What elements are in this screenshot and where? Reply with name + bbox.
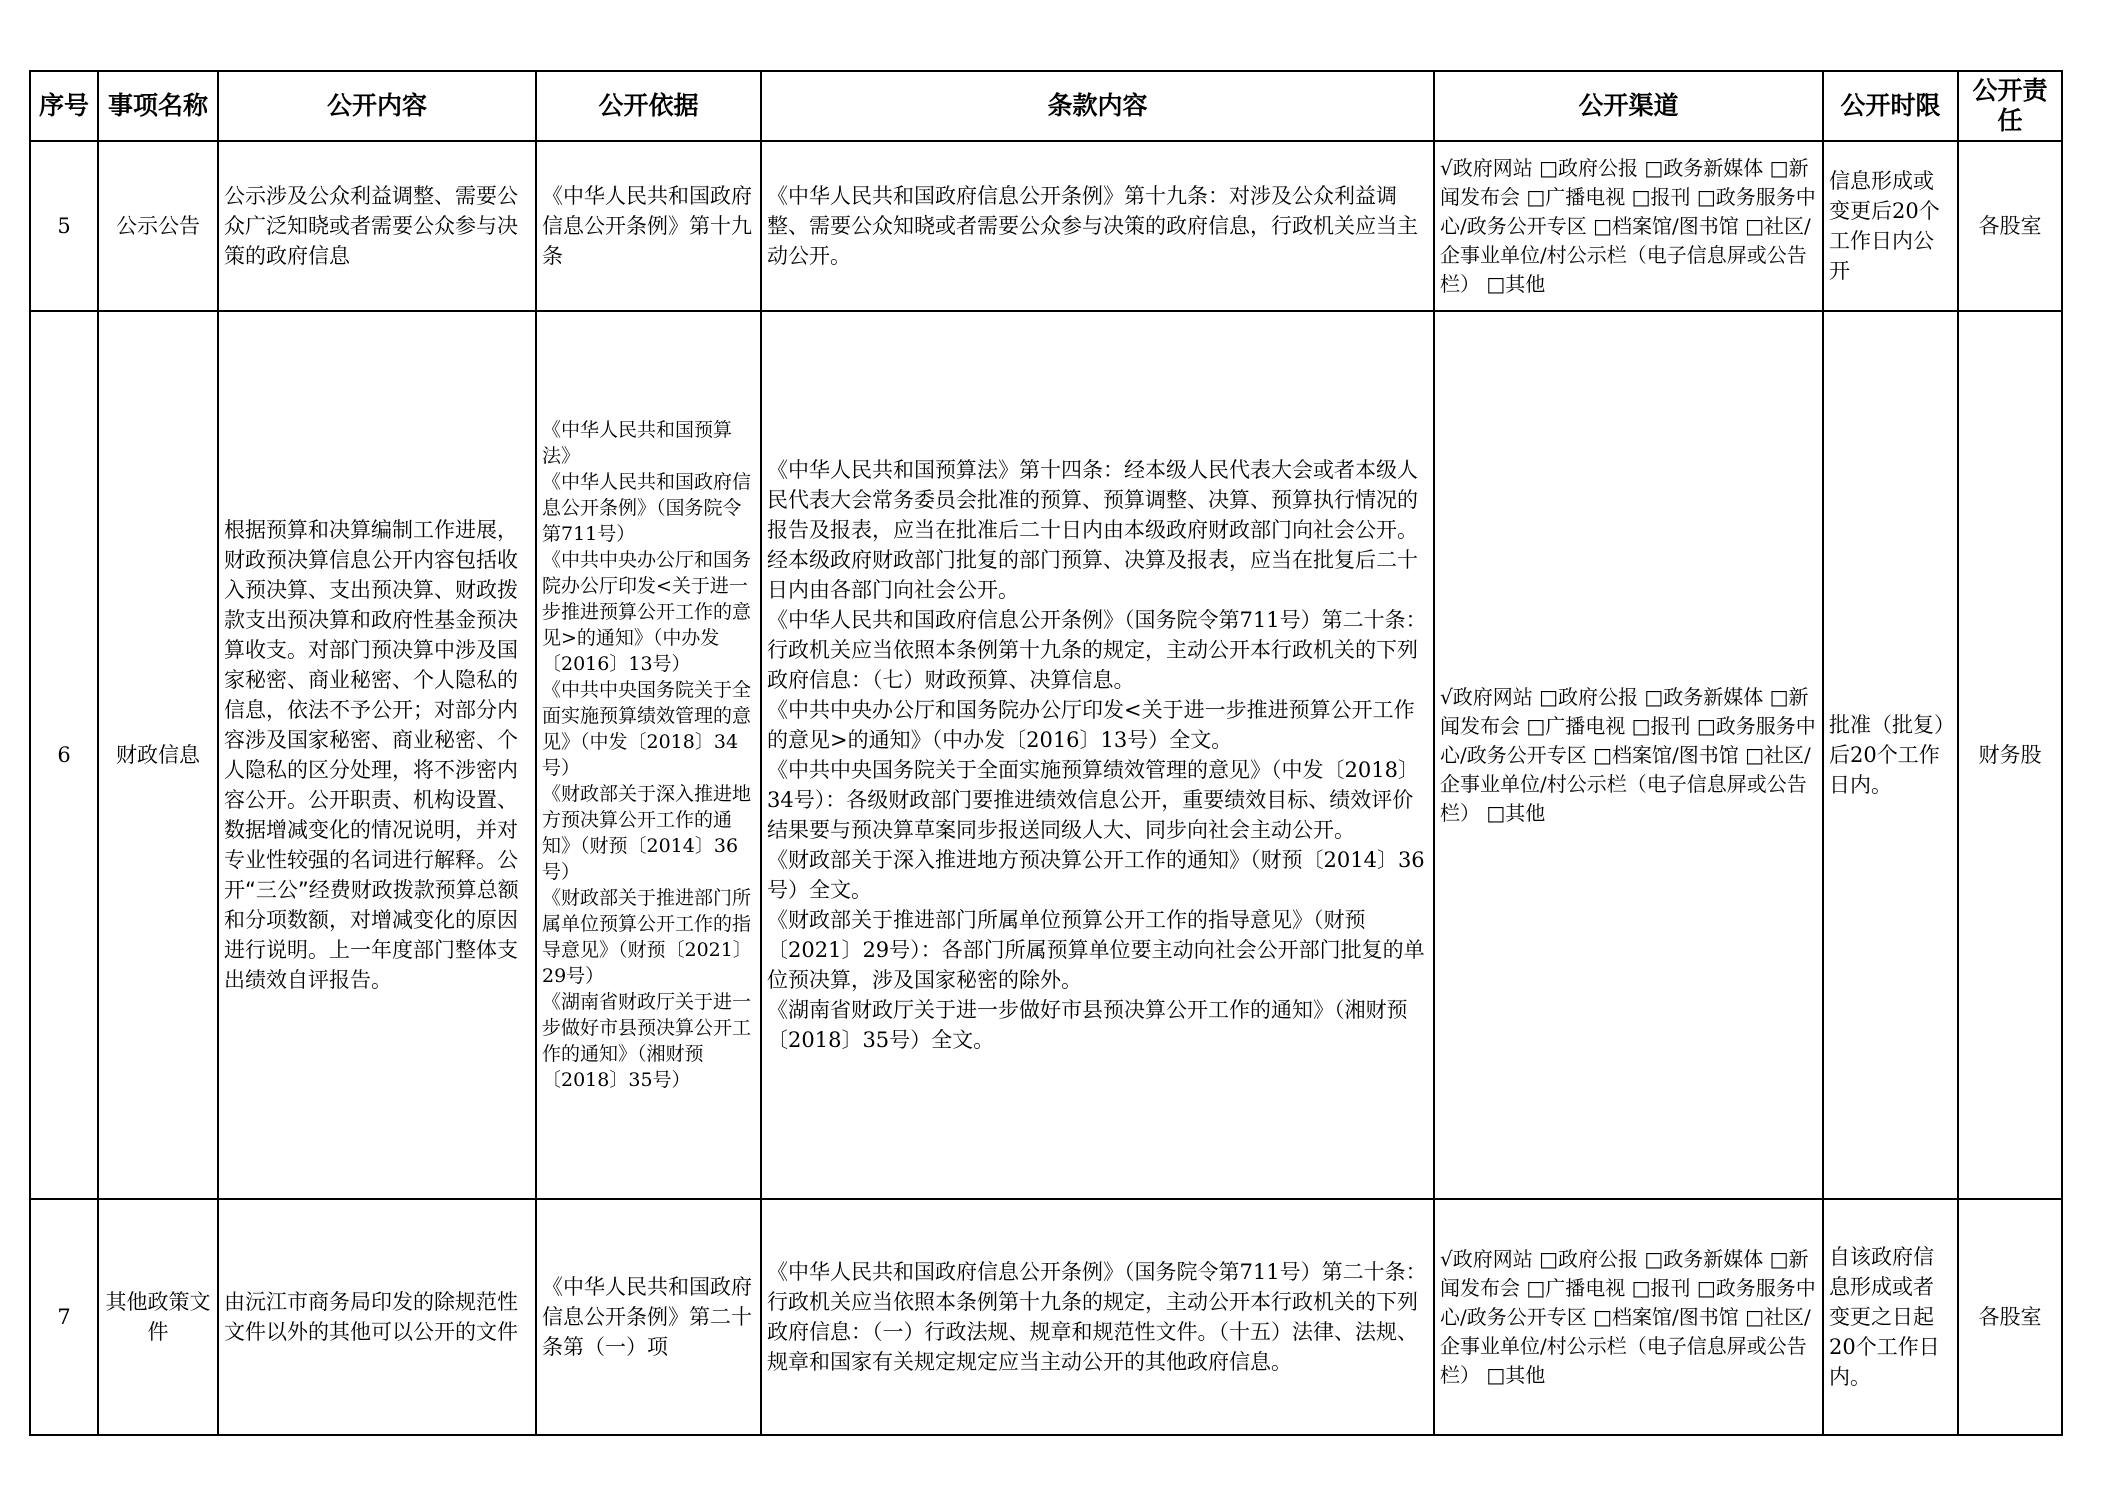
- row-responsibility: 各股室: [1958, 141, 2062, 311]
- header-seq: 序号: [30, 71, 98, 141]
- row-clause: 《中华人民共和国政府信息公开条例》（国务院令第711号）第二十条：行政机关应当依照本条例第十九条的规定，主动公开本行政机关的下列政府信息：（一）行政法规、规章和规范性文件。（十五）法律、法规、规章和国家有关规定规定应当主动公开的其他政府信息。: [761, 1199, 1434, 1435]
- row-basis: 《中华人民共和国政府信息公开条例》第二十条第（一）项: [536, 1199, 761, 1435]
- row-clause: 《中华人民共和国预算法》第十四条：经本级人民代表大会或者本级人民代表大会常务委员会批准的预算、预算调整、决算、预算执行情况的报告及报表，应当在批准后二十日内由本级政府财政部门向社会公开。经本级政府财政部门批复的部门预算、决算及报表，应当在批复后二十日内由各部门向社会公开。 《中华人民共和国政府信息公开条例》（国务院令第711号）第二十条：行政机关应当依照本条例第十九条的规定，主动公开本行政机关的下列政府信息：（七）财政预算、决算信息。 《中共中央办公厅和国务院办公厅印发<关于进一步推进预算公开工作的意见>的通知》（中办发〔2016〕13号）全文。 《中共中央国务院关于全面实施预算绩效管理的意见》（中发〔2018〕34号）：各级财政部门要推进绩效信息公开，重要绩效目标、绩效评价结果要与预决算草案同步报送同级人大、同步向社会主动公开。 《财政部关于深入推进地方预决算公开工作的通知》（财预〔2014〕36号）全文。 《财政部关于推进部门所属单位预算公开工作的指导意见》（财预〔2021〕29号）：各部门所属预算单位要主动向社会公开部门批复的单位预决算，涉及国家秘密的除外。 《湖南省财政厅关于进一步做好市县预决算公开工作的通知》（湘财预〔2018〕35号）全文。: [761, 311, 1434, 1199]
- row-seq: 5: [30, 141, 98, 311]
- row-responsibility: 财务股: [1958, 311, 2062, 1199]
- table-row: [30, 311, 2062, 1199]
- row-channel: √政府网站 □政府公报 □政务新媒体 □新闻发布会 □广播电视 □报刊 □政务服务中心/政务公开专区 □档案馆/图书馆 □社区/企事业单位/村公示栏（电子信息屏或公告栏） □其他: [1434, 141, 1823, 311]
- row-content: 由沅江市商务局印发的除规范性文件以外的其他可以公开的文件: [218, 1199, 536, 1435]
- row-clause: 《中华人民共和国政府信息公开条例》第十九条：对涉及公众利益调整、需要公众知晓或者需要公众参与决策的政府信息，行政机关应当主动公开。: [761, 141, 1434, 311]
- table-row: [30, 141, 2062, 311]
- row-time-limit: 批准（批复）后20个工作日内。: [1823, 311, 1958, 1199]
- row-item-name: 财政信息: [98, 311, 218, 1199]
- row-channel: √政府网站 □政府公报 □政务新媒体 □新闻发布会 □广播电视 □报刊 □政务服务中心/政务公开专区 □档案馆/图书馆 □社区/企事业单位/村公示栏（电子信息屏或公告栏） □其他: [1434, 311, 1823, 1199]
- header-clause: 条款内容: [761, 71, 1434, 141]
- header-row: [30, 71, 2062, 141]
- header-time-limit: 公开时限: [1823, 71, 1958, 141]
- header-responsibility: 公开责任: [1958, 71, 2062, 141]
- row-item-name: 其他政策文件: [98, 1199, 218, 1435]
- header-channel: 公开渠道: [1434, 71, 1823, 141]
- row-item-name: 公示公告: [98, 141, 218, 311]
- row-time-limit: 自该政府信息形成或者变更之日起20个工作日内。: [1823, 1199, 1958, 1435]
- header-basis: 公开依据: [536, 71, 761, 141]
- disclosure-table: [29, 70, 2063, 1436]
- row-seq: 7: [30, 1199, 98, 1435]
- row-content: 根据预算和决算编制工作进展，财政预决算信息公开内容包括收入预决算、支出预决算、财政拨款支出预决算和政府性基金预决算收支。对部门预决算中涉及国家秘密、商业秘密、个人隐私的信息，依法不予公开；对部分内容涉及国家秘密、商业秘密、个人隐私的区分处理，将不涉密内容公开。公开职责、机构设置、数据增减变化的情况说明，并对专业性较强的名词进行解释。公开“三公”经费财政拨款预算总额和分项数额，对增减变化的原因进行说明。上一年度部门整体支出绩效自评报告。: [218, 311, 536, 1199]
- row-responsibility: 各股室: [1958, 1199, 2062, 1435]
- row-basis: 《中华人民共和国预算法》 《中华人民共和国政府信息公开条例》（国务院令第711号） 《中共中央办公厅和国务院办公厅印发<关于进一步推进预算公开工作的意见>的通知》（中办发〔2016〕13号） 《中共中央国务院关于全面实施预算绩效管理的意见》（中发〔2018〕34号） 《财政部关于深入推进地方预决算公开工作的通知》（财预〔2014〕36号） 《财政部关于推进部门所属单位预算公开工作的指导意见》（财预〔2021〕29号） 《湖南省财政厅关于进一步做好市县预决算公开工作的通知》（湘财预〔2018〕35号）: [536, 311, 761, 1199]
- header-content: 公开内容: [218, 71, 536, 141]
- row-content: 公示涉及公众利益调整、需要公众广泛知晓或者需要公众参与决策的政府信息: [218, 141, 536, 311]
- row-time-limit: 信息形成或变更后20个工作日内公开: [1823, 141, 1958, 311]
- row-basis: 《中华人民共和国政府信息公开条例》第十九条: [536, 141, 761, 311]
- row-seq: 6: [30, 311, 98, 1199]
- row-channel: √政府网站 □政府公报 □政务新媒体 □新闻发布会 □广播电视 □报刊 □政务服务中心/政务公开专区 □档案馆/图书馆 □社区/企事业单位/村公示栏（电子信息屏或公告栏） □其他: [1434, 1199, 1823, 1435]
- table-row: [30, 1199, 2062, 1435]
- header-item-name: 事项名称: [98, 71, 218, 141]
